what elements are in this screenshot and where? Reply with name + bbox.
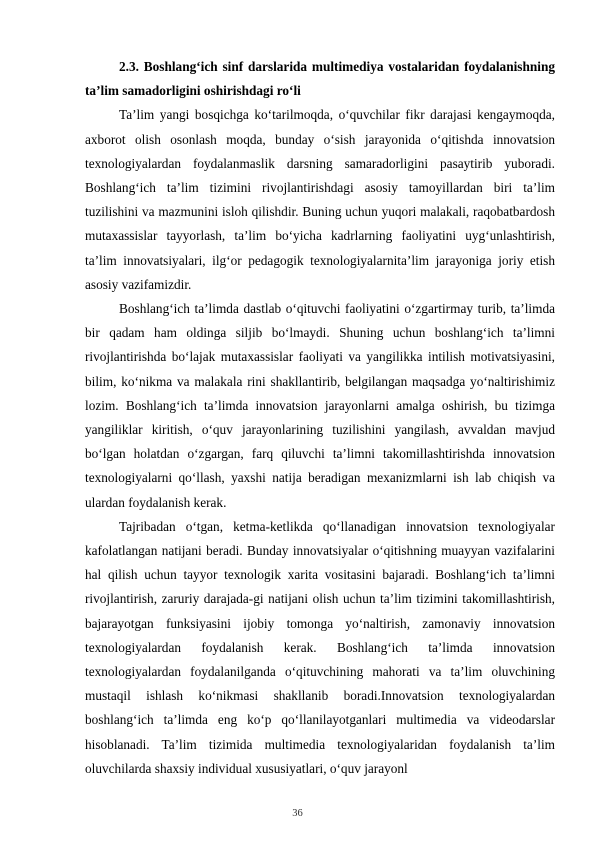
paragraph-1: Ta’lim yangi bosqichga ko‘tarilmoqda, o‘quvchilar fikr darajasi kengaymoqda, axborot olish osonlash moqda, bunday o‘sish jarayonida o‘qitishda innovatsion texnologiyalardan foydalanmaslik darsning samaradorligini pasaytirib yuboradi. Boshlang‘ich ta’lim tizimini rivojlantirishdagi asosiy tamoyillardan biri ta’lim tuzilishini va mazmunini isloh qilishdir. Buning uchun yuqori malakali, raqobatbardosh mutaxassislar tayyorlash, ta’lim bo‘yicha kadrlarning faoliyatini uyg‘unlashtirish, ta’lim innovatsiyalari, ilg‘or pedagogik texnologiyalarnita’lim jarayoniga joriy etish asosiy vazifamizdir.: [85, 107, 555, 292]
section-heading: 2.3. Boshlang‘ich sinf darslarida multimediya vostalaridan foydalanishning ta’lim samadorligini oshirishdagi ro‘li: [85, 59, 555, 99]
paragraph-3: Tajribadan o‘tgan, ketma-ketlikda qo‘llanadigan innovatsion texnologiyalar kafolatlangan natijani beradi. Bunday innovatsiyalar o‘qitishning muayyan vazifalarini hal qilish uchun tayyor texnologik xarita vositasini bajaradi. Boshlang‘ich ta’limni rivojlantirish, zaruriy darajada-gi natijani olish uchun ta’lim tizimini takomillashtirish, bajarayotgan funksiyasini ijobiy tomonga yo‘naltirish, zamonaviy innovatsion texnologiyalardan foydalanish kerak. Boshlang‘ich ta’limda innovatsion texnologiyalardan foydalanilganda o‘qituvchining mahorati va ta’lim oluvchining mustaqil ishlash ko‘nikmasi shakllanib boradi.Innovatsion texnologiyalardan boshlang‘ich ta’limda eng ko‘p qo‘llanilayotganlari multimedia va videodarslar hisoblanadi. Ta’lim tizimida multimedia texnologiyalaridan foydalanish ta’lim oluvchilarda shaxsiy individual xususiyatlari, o‘quv jarayonl: [85, 518, 555, 776]
document-page: [85, 55, 555, 781]
page-number: 36: [292, 808, 303, 819]
paragraph-2: Boshlang‘ich ta’limda dastlab o‘qituvchi faoliyatini o‘zgartirmay turib, ta’limda bir qadam ham oldinga siljib bo‘lmaydi. Shuning uchun boshlang‘ich ta’limni rivojlantirishda bo‘lajak mutaxassislar faoliyati va yangilikka intilish motivatsiyasini, bilim, ko‘nikma va malakala rini shakllantirib, belgilangan maqsadga yo‘naltirishimiz lozim. Boshlang‘ich ta’limda innovatsion jarayonlarni amalga oshirish, bu tizimga yangiliklar kiritish, o‘quv jarayonlarining tuzilishini yangilash, avvaldan mavjud bo‘lgan holatdan o‘zgargan, farq qiluvchi ta’limni takomillashtirishda innovatsion texnologiyalarni qo‘llash, yaxshi natija beradigan mexanizmlarni ish lab chiqish va ulardan foydalanish kerak.: [85, 301, 555, 510]
